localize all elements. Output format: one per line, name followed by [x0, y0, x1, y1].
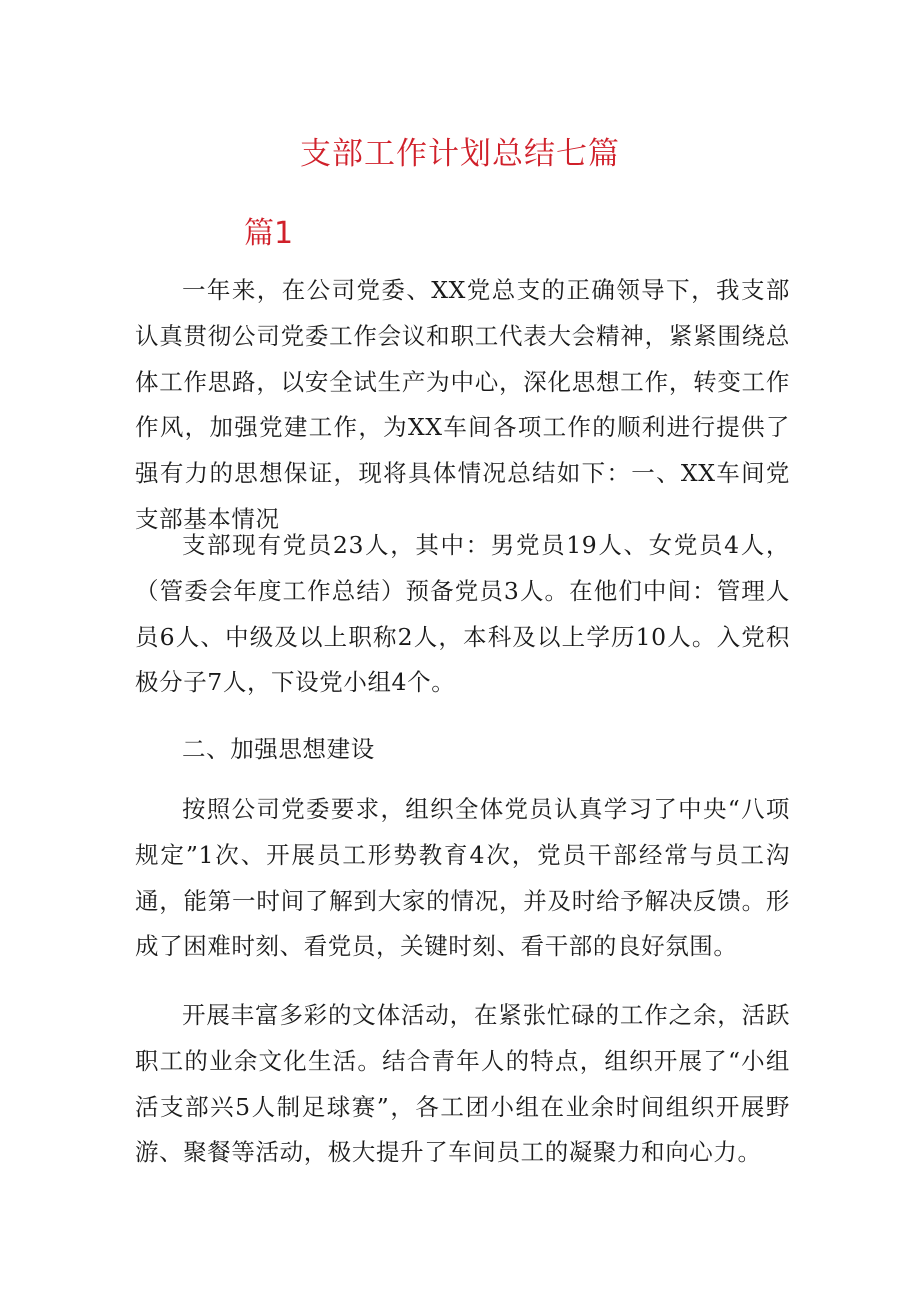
- section-label: 篇1: [244, 216, 294, 251]
- paragraph-member-stats: 支部现有党员23人，其中：男党员19人、女党员4人，（管委会年度工作总结）预备党员3人。在他们中间：管理人员6人、中级及以上职称2人，本科及以上学历10人。入党积极分子7人，下设党小组4个。: [135, 531, 790, 697]
- paragraph-study: 按照公司党委要求，组织全体党员认真学习了中央“八项规定”1次、开展员工形势教育4次，党员干部经常与员工沟通，能第一时间了解到大家的情况，并及时给予解决反馈。形成了困难时刻、看党员，关键时刻、看干部的良好氛围。: [135, 795, 790, 961]
- section-heading-ideology: 二、加强思想建设: [182, 735, 375, 763]
- document-title: 支部工作计划总结七篇: [300, 136, 620, 172]
- paragraph-activities: 开展丰富多彩的文体活动，在紧张忙碌的工作之余，活跃职工的业余文化生活。结合青年人的特点，组织开展了“小组活支部兴5人制足球赛”，各工团小组在业余时间组织开展野游、聚餐等活动，极大提升了车间员工的凝聚力和向心力。: [135, 1001, 790, 1167]
- paragraph-intro: 一年来，在公司党委、XX党总支的正确领导下，我支部认真贯彻公司党委工作会议和职工代表大会精神，紧紧围绕总体工作思路，以安全试生产为中心，深化思想工作，转变工作作风，加强党建工作，为XX车间各项工作的顺利进行提供了强有力的思想保证，现将具体情况总结如下：一、XX车间党支部基本情况: [135, 276, 790, 533]
